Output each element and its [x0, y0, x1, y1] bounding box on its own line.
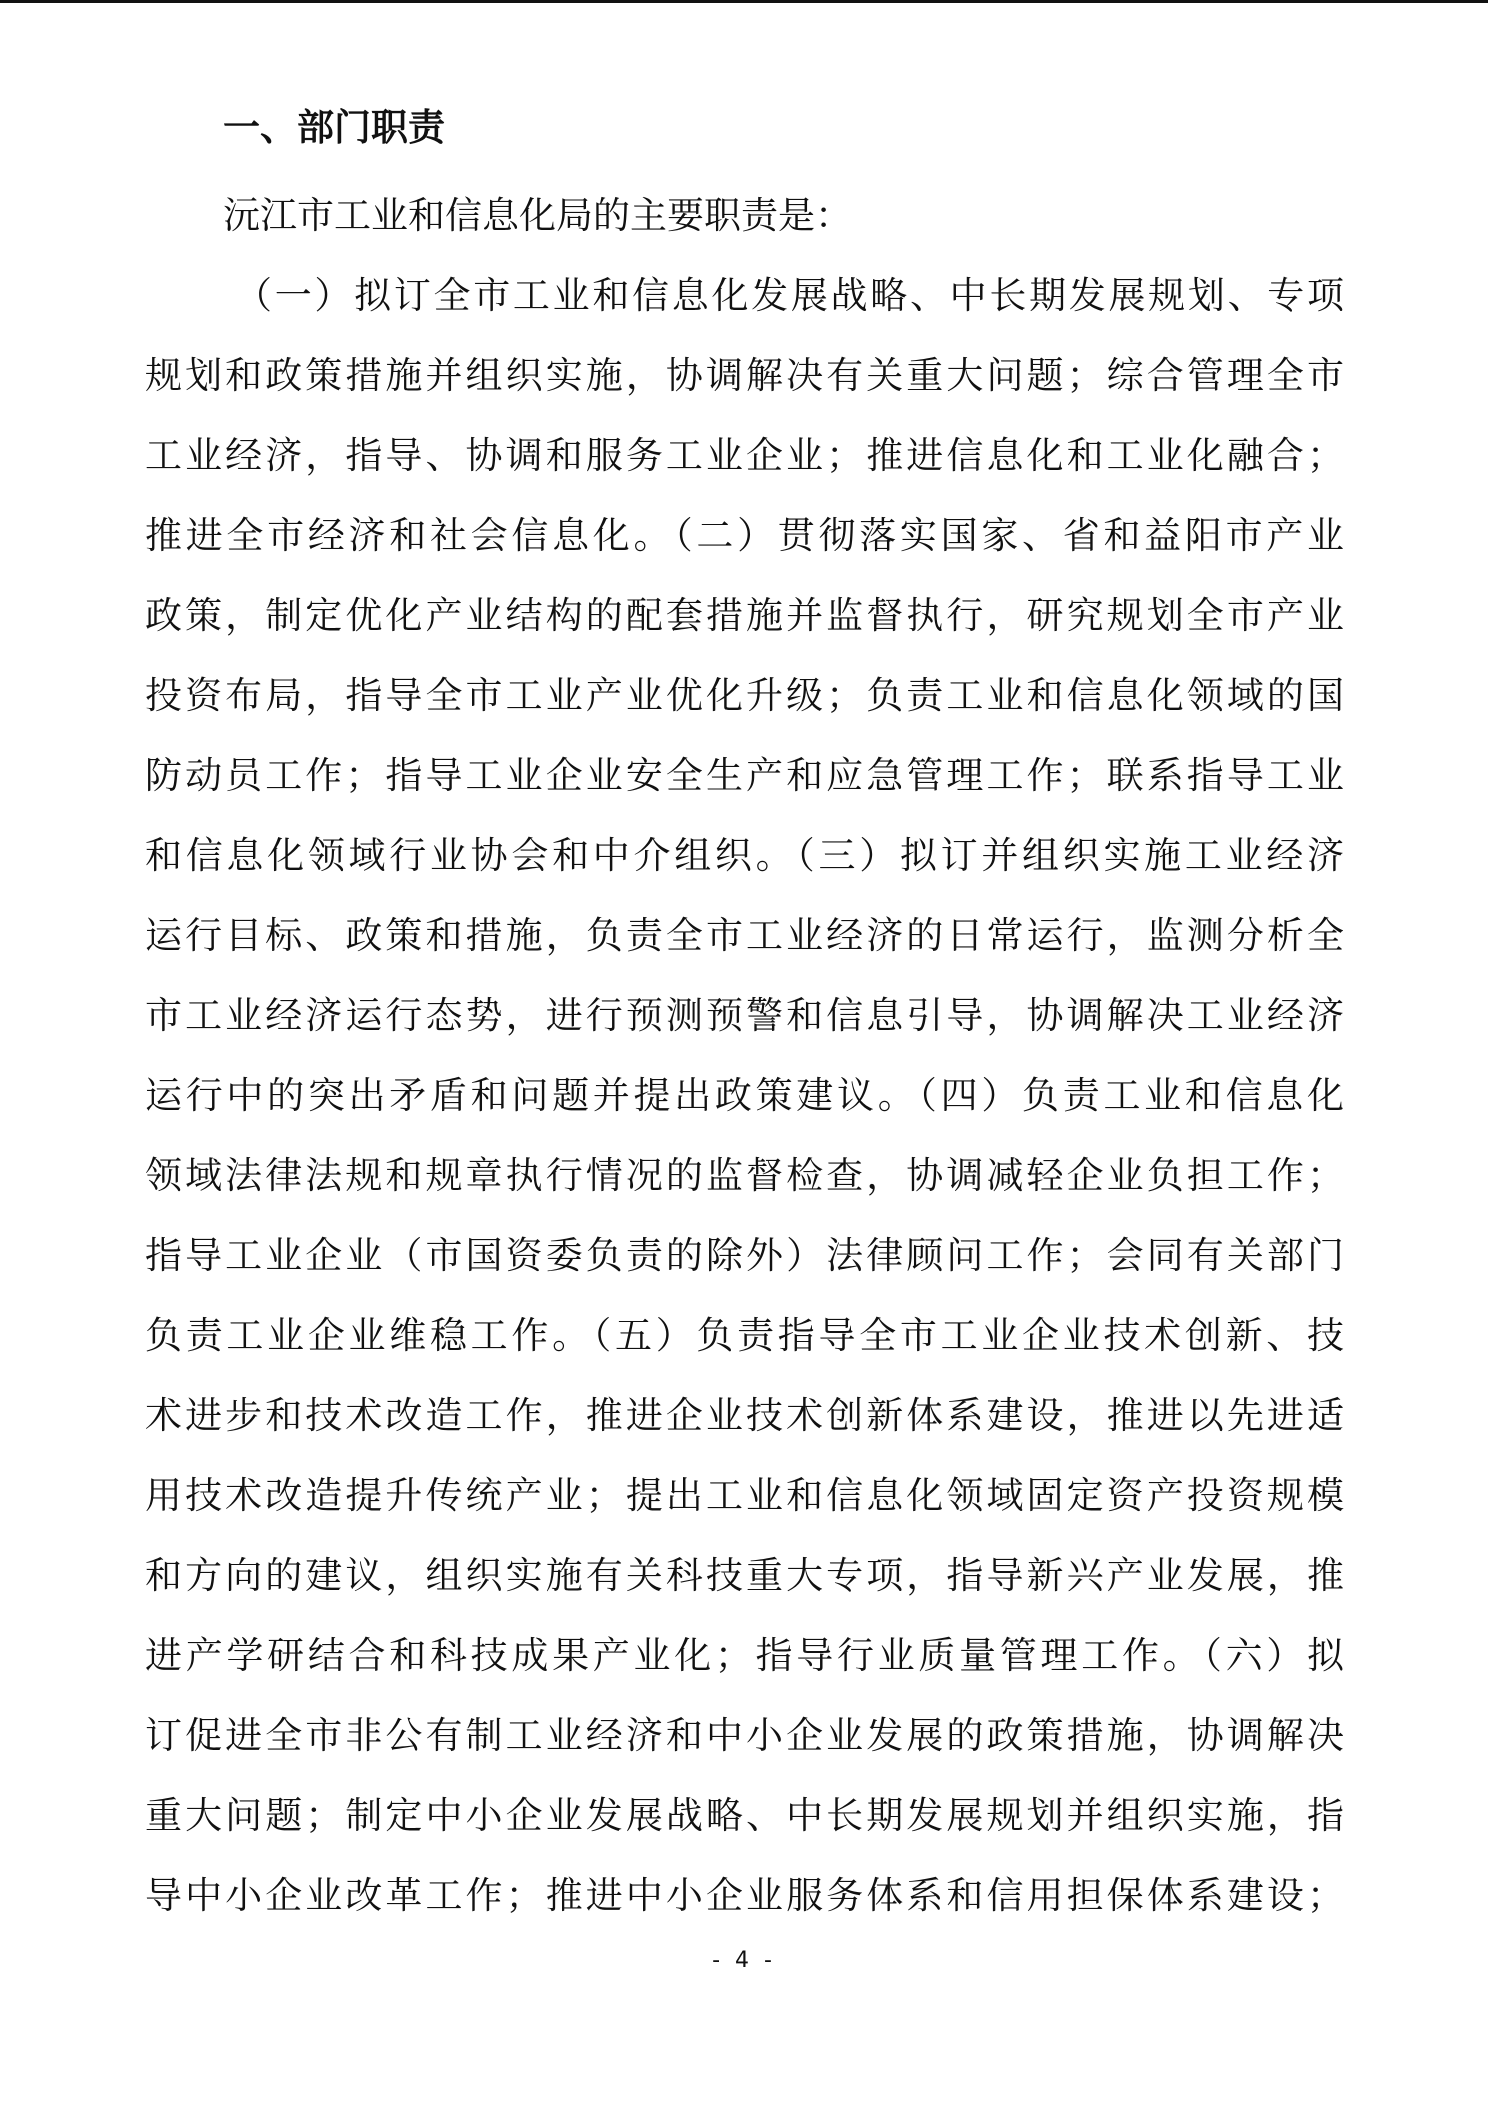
paragraph-line: 运行目标、政策和措施，负责全市工业经济的日常运行，监测分析全	[145, 914, 1345, 957]
page-number: - 4 -	[712, 1948, 776, 1973]
paragraph-line: 政策，制定优化产业结构的配套措施并监督执行，研究规划全市产业	[145, 594, 1345, 637]
paragraph-line: 运行中的突出矛盾和问题并提出政策建议。（四）负责工业和信息化	[145, 1074, 1345, 1117]
paragraph-line: 规划和政策措施并组织实施，协调解决有关重大问题；综合管理全市	[145, 354, 1345, 397]
paragraph-line: 和信息化领域行业协会和中介组织。（三）拟订并组织实施工业经济	[145, 834, 1345, 877]
paragraph-line: 领域法律法规和规章执行情况的监督检查，协调减轻企业负担工作；	[145, 1154, 1345, 1197]
paragraph-line: 用技术改造提升传统产业；提出工业和信息化领域固定资产投资规模	[145, 1474, 1345, 1517]
paragraph-line: 负责工业企业维稳工作。（五）负责指导全市工业企业技术创新、技	[145, 1314, 1345, 1357]
intro-paragraph: 沅江市工业和信息化局的主要职责是：	[223, 194, 852, 237]
paragraph-line: 推进全市经济和社会信息化。（二）贯彻落实国家、省和益阳市产业	[145, 514, 1345, 557]
paragraph-line: 防动员工作；指导工业企业安全生产和应急管理工作；联系指导工业	[145, 754, 1345, 797]
paragraph-line: 指导工业企业（市国资委负责的除外）法律顾问工作；会同有关部门	[145, 1234, 1345, 1277]
paragraph-line: （一）拟订全市工业和信息化发展战略、中长期发展规划、专项	[235, 274, 1345, 317]
paragraph-line: 进产学研结合和科技成果产业化；指导行业质量管理工作。（六）拟	[145, 1634, 1345, 1677]
paragraph-line: 工业经济，指导、协调和服务工业企业；推进信息化和工业化融合；	[145, 434, 1345, 477]
section-heading: 一、部门职责	[223, 106, 445, 149]
duties-paragraph	[145, 256, 1345, 1936]
paragraph-line: 市工业经济运行态势，进行预测预警和信息引导，协调解决工业经济	[145, 994, 1345, 1037]
paragraph-line: 和方向的建议，组织实施有关科技重大专项，指导新兴产业发展，推	[145, 1554, 1345, 1597]
paragraph-line: 订促进全市非公有制工业经济和中小企业发展的政策措施，协调解决	[145, 1714, 1345, 1757]
paragraph-line: 导中小企业改革工作；推进中小企业服务体系和信用担保体系建设；	[145, 1874, 1345, 1917]
paragraph-line: 投资布局，指导全市工业产业优化升级；负责工业和信息化领域的国	[145, 674, 1345, 717]
paragraph-line: 重大问题；制定中小企业发展战略、中长期发展规划并组织实施，指	[145, 1794, 1345, 1837]
top-border-line	[0, 0, 1488, 3]
paragraph-line: 术进步和技术改造工作，推进企业技术创新体系建设，推进以先进适	[145, 1394, 1345, 1437]
document-page	[145, 98, 1345, 1936]
